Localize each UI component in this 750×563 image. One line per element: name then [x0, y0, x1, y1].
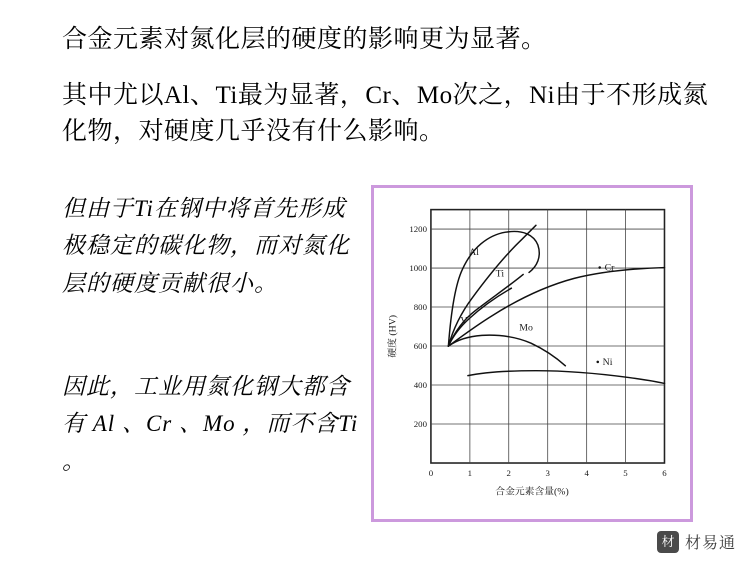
series-label-al: Al — [469, 246, 480, 258]
figure-frame — [371, 185, 693, 522]
svg-text:1200: 1200 — [409, 223, 427, 235]
svg-text:3: 3 — [545, 467, 550, 478]
watermark — [657, 530, 736, 553]
paragraph-element-ranking: 其中尤以Al、Ti最为显著，Cr、Mo次之，Ni由于不形成氮化物，对硬度几乎没有什么影响。 — [62, 82, 709, 145]
svg-text:600: 600 — [413, 340, 427, 351]
series-label-ni: Ni — [602, 356, 613, 368]
svg-text:2: 2 — [506, 467, 511, 478]
svg-text:400: 400 — [413, 379, 427, 390]
paragraph-alloy-effect: 合金元素对氮化层的硬度的影响更为显著。 — [62, 26, 547, 53]
svg-text:0: 0 — [428, 467, 434, 478]
svg-text:200: 200 — [413, 418, 427, 429]
svg-text:1: 1 — [467, 467, 473, 478]
watermark-logo-icon: 材 — [657, 531, 679, 553]
marker-dot-ni — [596, 361, 599, 364]
note-titanium-carbide: 但由于Ti在钢中将首先形成极稳定的碳化物，而对氮化层的硬度贡献很小。 — [62, 196, 350, 296]
note-industrial-steel: 因此，工业用氮化钢大都含有 Al 、Cr 、Mo ，而不含Ti 。 — [62, 374, 359, 474]
series-label-ti: Ti — [495, 268, 505, 280]
series-label-v: V — [460, 315, 468, 327]
x-axis-label: 合金元素含量(%) — [495, 486, 569, 498]
svg-text:5: 5 — [623, 467, 628, 478]
marker-dot-cr — [598, 266, 601, 269]
watermark-text: 材易通 — [684, 535, 736, 552]
svg-text:1000: 1000 — [409, 262, 427, 273]
svg-text:4: 4 — [584, 467, 589, 478]
y-axis-label: 硬度 (HV) — [387, 314, 399, 358]
series-label-mo: Mo — [519, 322, 533, 334]
hardness-vs-alloy-content-chart — [374, 188, 690, 519]
svg-text:6: 6 — [662, 467, 667, 478]
series-label-cr: Cr — [604, 262, 615, 274]
svg-text:800: 800 — [413, 301, 427, 312]
